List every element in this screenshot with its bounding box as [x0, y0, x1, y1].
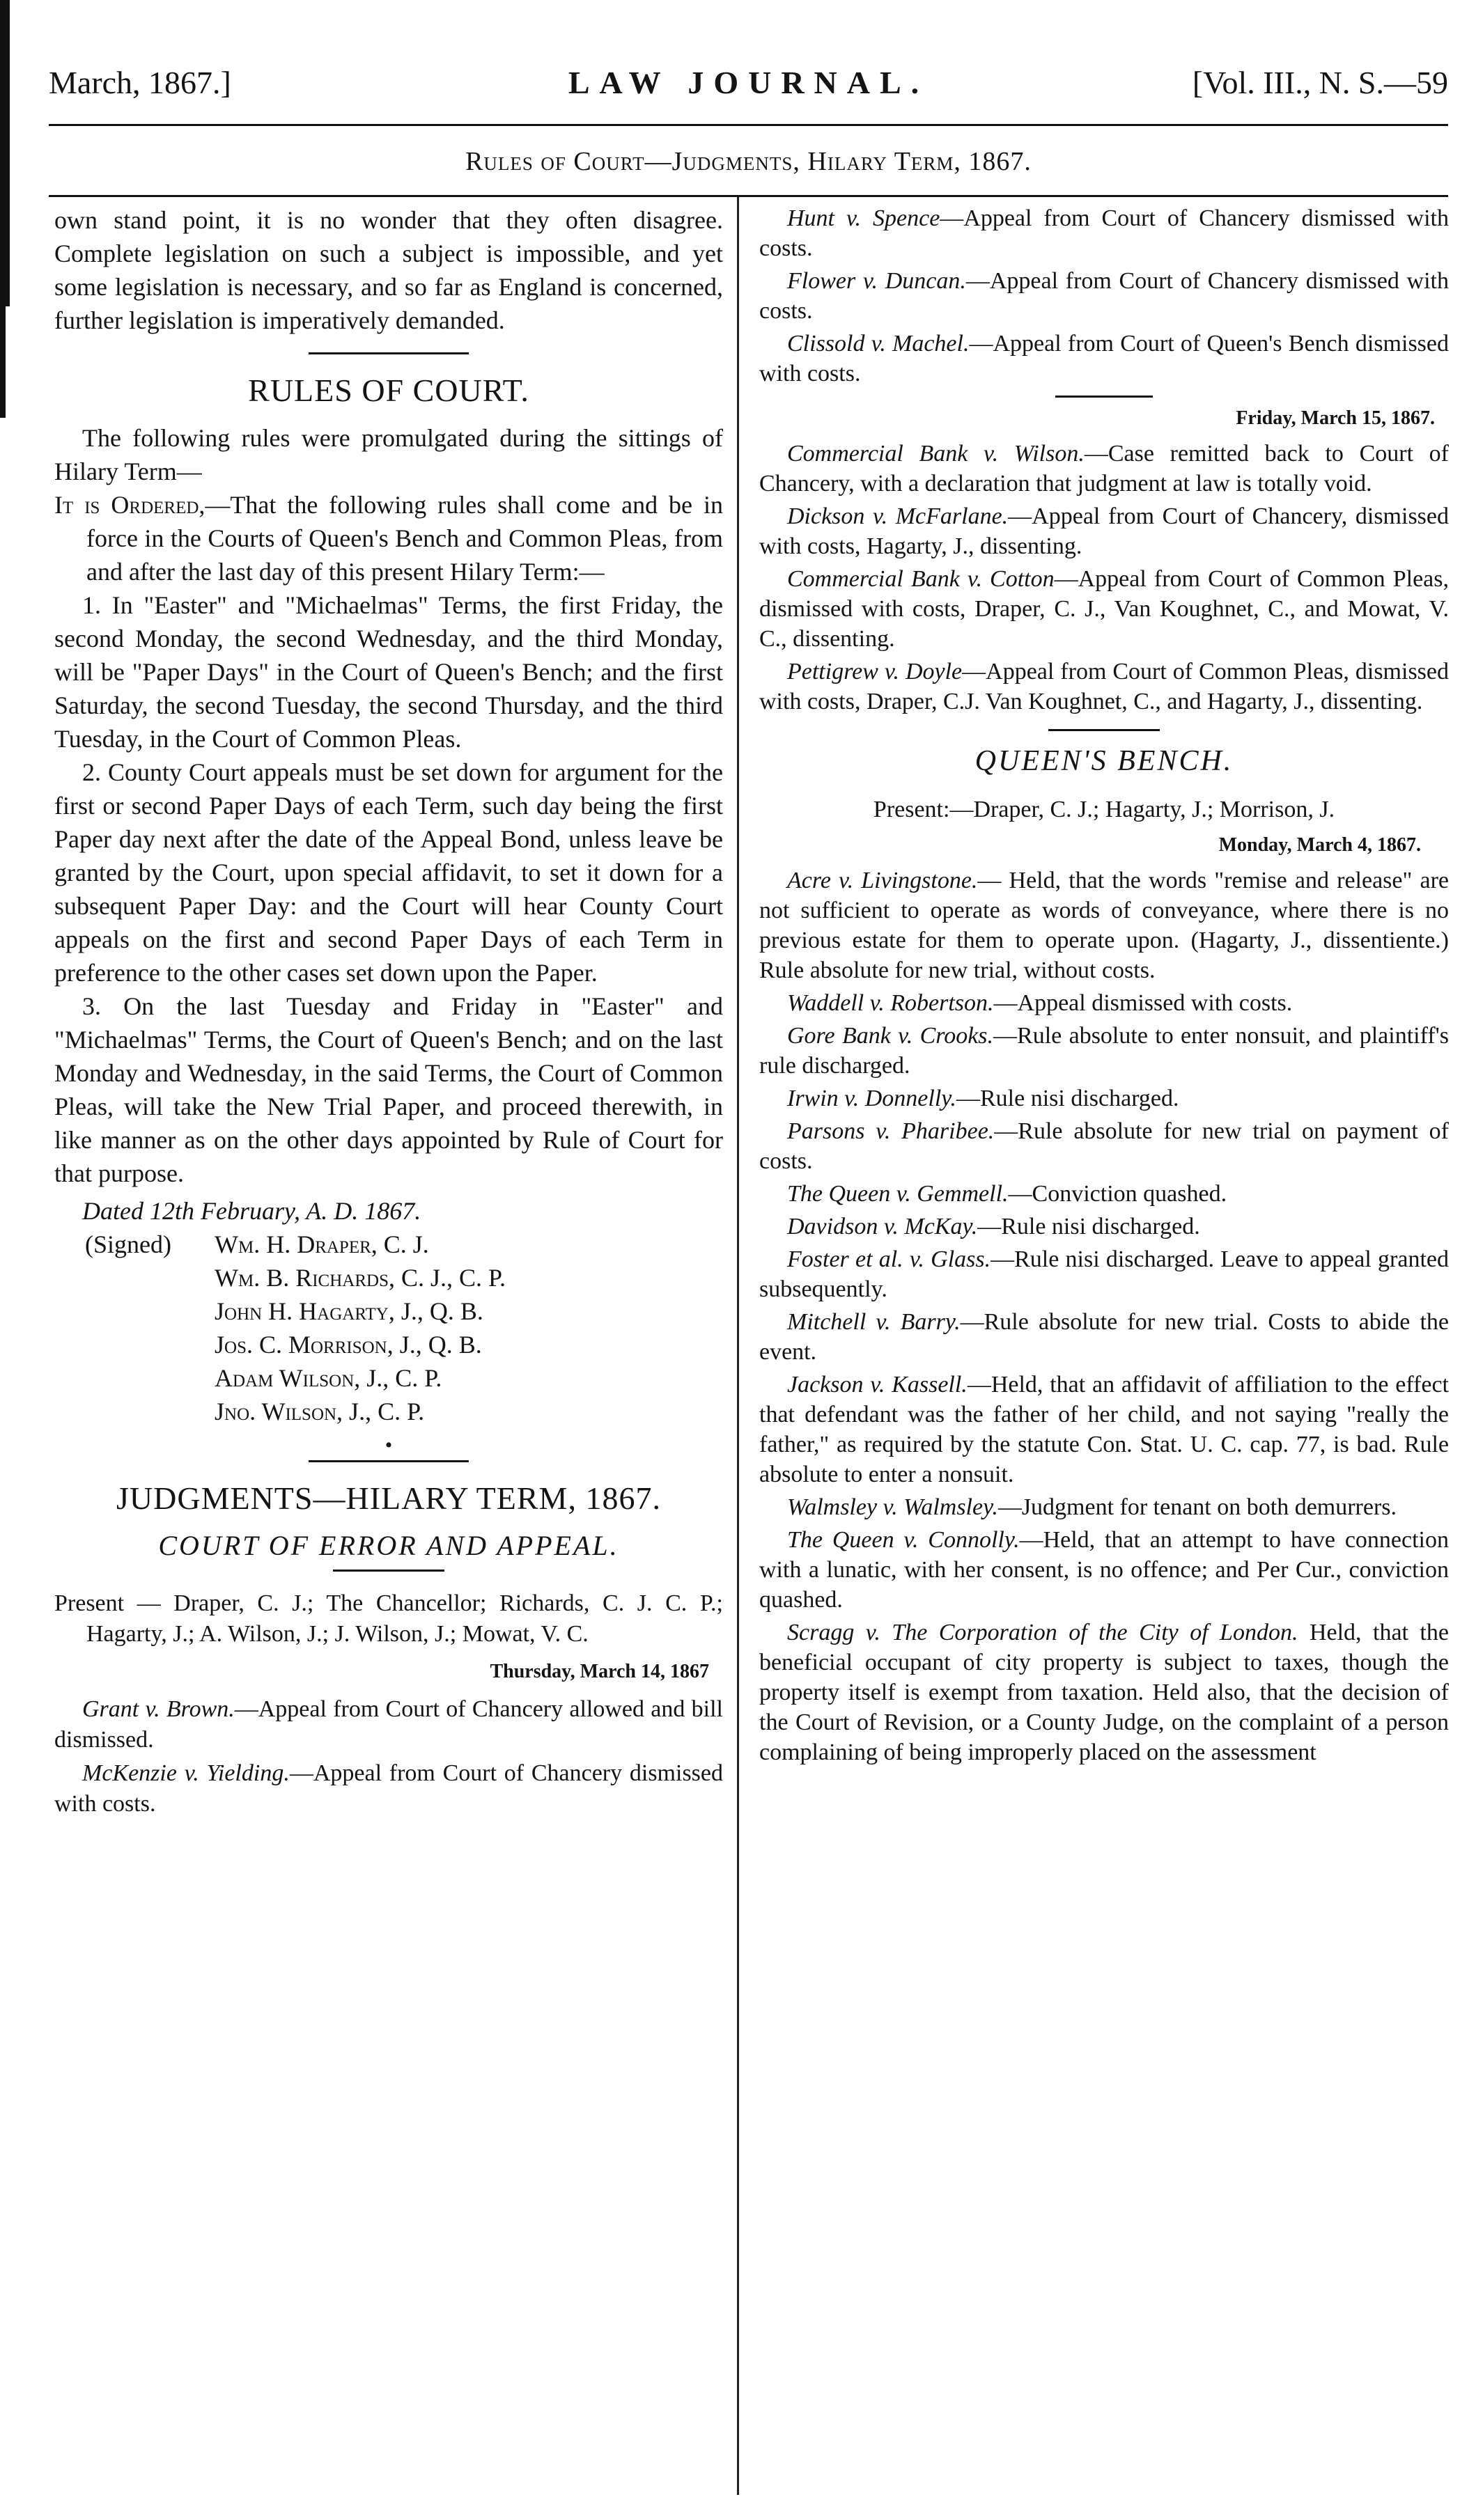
case-parties: Clissold v. Machel. — [787, 331, 970, 357]
column-divider — [737, 197, 739, 2495]
case-ruling: — Held, that the words "remise and release" are not sufficient to operate as words of conveyance, where there is no previous estate for them to operate upon. (Hagarty, J., dissentiente.) Rule absolute for new trial, without costs. — [759, 868, 1449, 983]
case-ruling: —Appeal from Court of Chancery, dismissed with costs, Hagarty, J., dissenting. — [759, 503, 1449, 559]
qb-present-line: Present:—Draper, C. J.; Hagarty, J.; Morrison, J. — [873, 797, 1335, 822]
case-entry — [759, 1179, 1449, 1209]
section-divider — [309, 1460, 469, 1462]
case-ruling: —Appeal from Court of Queen's Bench dismissed with costs. — [759, 331, 1449, 386]
case-entry — [54, 1758, 723, 1819]
case-parties: Davidson v. McKay. — [787, 1214, 978, 1239]
court-heading-text: COURT OF ERROR AND APPEAL. — [158, 1530, 619, 1561]
binding-edge — [0, 0, 10, 306]
section-divider — [1048, 729, 1160, 731]
section-divider — [309, 352, 469, 354]
case-parties: Gore Bank v. Crooks. — [787, 1023, 994, 1049]
case-entry — [759, 501, 1449, 561]
case-entry — [759, 1021, 1449, 1081]
sitting-date: Friday, March 15, 1867. — [1236, 407, 1435, 429]
case-divider — [1055, 396, 1153, 398]
signatory: John H. Hagarty, J., Q. B. — [215, 1297, 483, 1325]
case-entry — [759, 1618, 1449, 1767]
case-ruling: —Appeal from Court of Chancery allowed and bill dismissed. — [54, 1696, 723, 1753]
ordered-text: —That the following rules shall come and be in force in the Courts of Queen's Bench and Common Pleas, from and after the last day of this present Hilary Term:— — [86, 491, 723, 586]
case-parties: Commercial Bank v. Cotton — [787, 566, 1055, 592]
case-ruling: —Held, that an affidavit of affiliation to the effect that defendant was the father of her child, and not saying "really the father," as required by the statute Con. Stat. U. C. cap. 77, is bad. Rule absolute to enter a nonsuit. — [759, 1372, 1449, 1487]
case-entry — [759, 1307, 1449, 1367]
rules-heading: RULES OF COURT. — [248, 373, 529, 408]
signature-block — [54, 1228, 723, 1428]
intro-paragraph: own stand point, it is no wonder that they often disagree. Complete legislation on such a subject is impossible, and yet some legislation is necessary, and so far as England is concerned, further legislation is imperatively demanded. — [54, 206, 723, 334]
dated-line: Dated 12th February, A. D. 1867. — [82, 1197, 421, 1225]
case-entry — [759, 439, 1449, 499]
signatory: Adam Wilson, J., C. P. — [215, 1364, 442, 1392]
case-entry — [759, 1525, 1449, 1615]
case-entry — [759, 988, 1449, 1018]
case-entry — [759, 657, 1449, 717]
sitting-date: Monday, March 4, 1867. — [1218, 834, 1421, 856]
case-parties: McKenzie v. Yielding. — [82, 1760, 290, 1786]
section-subheader: Rules of Court—Judgments, Hilary Term, 1867. — [465, 147, 1032, 176]
signatory: Jos. C. Morrison, J., Q. B. — [215, 1331, 482, 1359]
ordered-lead: It is Ordered, — [54, 491, 205, 519]
case-parties: The Queen v. Gemmell. — [787, 1181, 1009, 1207]
signatory: Wm. B. Richards, C. J., C. P. — [215, 1264, 506, 1292]
signatory: Jno. Wilson, J., C. P. — [215, 1398, 425, 1425]
case-entry — [759, 1083, 1449, 1113]
header-rule — [49, 124, 1448, 126]
case-parties: Dickson v. McFarlane. — [787, 503, 1009, 529]
header-date: March, 1867.] — [49, 65, 231, 100]
case-ruling: —Appeal from Court of Common Pleas, dismissed with costs, Draper, C.J. Van Koughnet, C., and Hagarty, J., dissenting. — [759, 659, 1449, 714]
binding-edge-lower — [0, 306, 6, 418]
case-parties: Irwin v. Donnelly. — [787, 1086, 956, 1111]
ordered-paragraph — [54, 488, 723, 588]
case-parties: Hunt v. Spence — [787, 205, 940, 231]
case-ruling: —Rule absolute for new trial. Costs to abide the event. — [759, 1309, 1449, 1365]
case-entry — [759, 1492, 1449, 1522]
case-entry — [759, 1370, 1449, 1489]
case-entry — [759, 203, 1449, 263]
case-parties: Walmsley v. Walmsley. — [787, 1494, 998, 1520]
sitting-date: Thursday, March 14, 1867 — [490, 1661, 709, 1682]
case-entry — [759, 1244, 1449, 1304]
case-parties: Commercial Bank v. Wilson. — [787, 441, 1085, 467]
case-ruling: —Judgment for tenant on both demurrers. — [997, 1494, 1397, 1520]
signed-label: (Signed) — [85, 1230, 171, 1258]
case-entry — [759, 266, 1449, 326]
case-parties: Jackson v. Kassell. — [787, 1372, 968, 1398]
case-entry — [759, 329, 1449, 389]
rule-1: 1. In "Easter" and "Michaelmas" Terms, the first Friday, the second Monday, the second Wednesday, and the third Monday, will be "Paper Days" in the Court of Queen's Bench; and the first Saturday, the second Tuesday, the second Thursday, and the third Tuesday, in the Court of Common Pleas. — [54, 591, 723, 753]
rule-3: 3. On the last Tuesday and Friday in "Easter" and "Michaelmas" Terms, the Court of Queen's Bench; and on the last Monday and Wednesday, in the said Terms, the Court of Common Pleas, will take the New Trial Paper, and proceed therewith, in like manner as on the other days appointed by Rule of Court for that purpose. — [54, 992, 723, 1187]
header-volume: [Vol. III., N. S.—59 — [1192, 65, 1448, 100]
case-ruling: —Appeal from Court of Chancery dismissed with costs. — [759, 205, 1449, 261]
case-ruling: —Rule nisi discharged. — [977, 1214, 1200, 1239]
present-line: Present — Draper, C. J.; The Chancellor; Richards, C. J. C. P.; Hagarty, J.; A. Wilson, J.; J. Wilson, J.; Mowat, V. C. — [54, 1590, 723, 1647]
case-parties: Grant v. Brown. — [82, 1696, 235, 1722]
rules-intro: The following rules were promulgated during the sittings of Hilary Term— — [54, 424, 723, 485]
case-parties: Waddell v. Robertson. — [787, 990, 994, 1016]
signatory-list — [215, 1228, 723, 1428]
rule-2: 2. County Court appeals must be set down for argument for the first or second Paper Days of each Term, such day being the first Paper day next after the date of the Appeal Bond, unless leave be granted by the Court, upon special affidavit, to set it down for a subsequent Paper Day: and the Court will hear County Court appeals on the first and second Paper Days of each Term in preference to the other cases set down upon the Paper. — [54, 758, 723, 987]
case-ruling: —Appeal from Court of Common Pleas, dismissed with costs, Draper, C. J., Van Koughnet, C., and Mowat, V. C., dissenting. — [759, 566, 1449, 652]
case-ruling: —Held, that an attempt to have connection with a lunatic, with her consent, is no offence; and Per Cur., conviction quashed. — [759, 1527, 1449, 1613]
case-parties: Acre v. Livingstone. — [787, 868, 978, 893]
case-ruling: —Appeal dismissed with costs. — [993, 990, 1293, 1016]
case-parties: Foster et al. v. Glass. — [787, 1246, 991, 1272]
case-parties: Flower v. Duncan. — [787, 268, 966, 294]
case-entry — [759, 1212, 1449, 1242]
case-entry — [759, 1116, 1449, 1176]
left-column — [54, 203, 723, 1822]
subheader-rule — [49, 195, 1448, 197]
case-entry — [759, 866, 1449, 985]
heading-rule — [333, 1570, 444, 1572]
case-ruling: —Appeal from Court of Chancery dismissed with costs. — [759, 268, 1449, 324]
case-entry — [759, 564, 1449, 654]
right-column — [759, 203, 1449, 1770]
running-header — [49, 64, 1448, 113]
case-ruling: —Rule nisi discharged. — [956, 1086, 1179, 1111]
case-parties: Mitchell v. Barry. — [787, 1309, 961, 1335]
case-ruling: —Case remitted back to Court of Chancery, with a declaration that judgment at law is totally void. — [759, 441, 1450, 496]
judgments-heading: JUDGMENTS—HILARY TERM, 1867. — [116, 1480, 661, 1516]
queens-bench-heading: QUEEN'S BENCH. — [974, 745, 1234, 777]
case-parties: The Queen v. Connolly. — [787, 1527, 1020, 1553]
case-parties: Pettigrew v. Doyle — [787, 659, 963, 684]
court-heading — [54, 1529, 723, 1563]
case-parties: Parsons v. Pharibee. — [787, 1118, 995, 1144]
case-ruling: Held, that the beneficial occupant of city property is subject to taxes, though the property itself is exempt from taxation. Held also, that the decision of the Court of Revision, or a County Judge, on the complaint of a person complaining of being improperly placed on the assessment — [759, 1620, 1449, 1765]
case-parties: Scragg v. The Corporation of the City of London. — [787, 1620, 1298, 1645]
journal-title: LAW JOURNAL. — [568, 65, 929, 100]
case-ruling: —Rule absolute for new trial on payment of costs. — [759, 1118, 1449, 1174]
case-ruling: —Appeal from Court of Chancery dismissed with costs. — [54, 1760, 723, 1817]
ornament-dot: • — [384, 1434, 393, 1457]
case-ruling: —Conviction quashed. — [1008, 1181, 1227, 1207]
case-ruling: —Rule nisi discharged. Leave to appeal granted subsequently. — [759, 1246, 1449, 1302]
case-entry — [54, 1694, 723, 1755]
case-ruling: —Rule absolute to enter nonsuit, and plaintiff's rule discharged. — [759, 1023, 1449, 1079]
signatory: Wm. H. Draper, C. J. — [215, 1230, 429, 1258]
